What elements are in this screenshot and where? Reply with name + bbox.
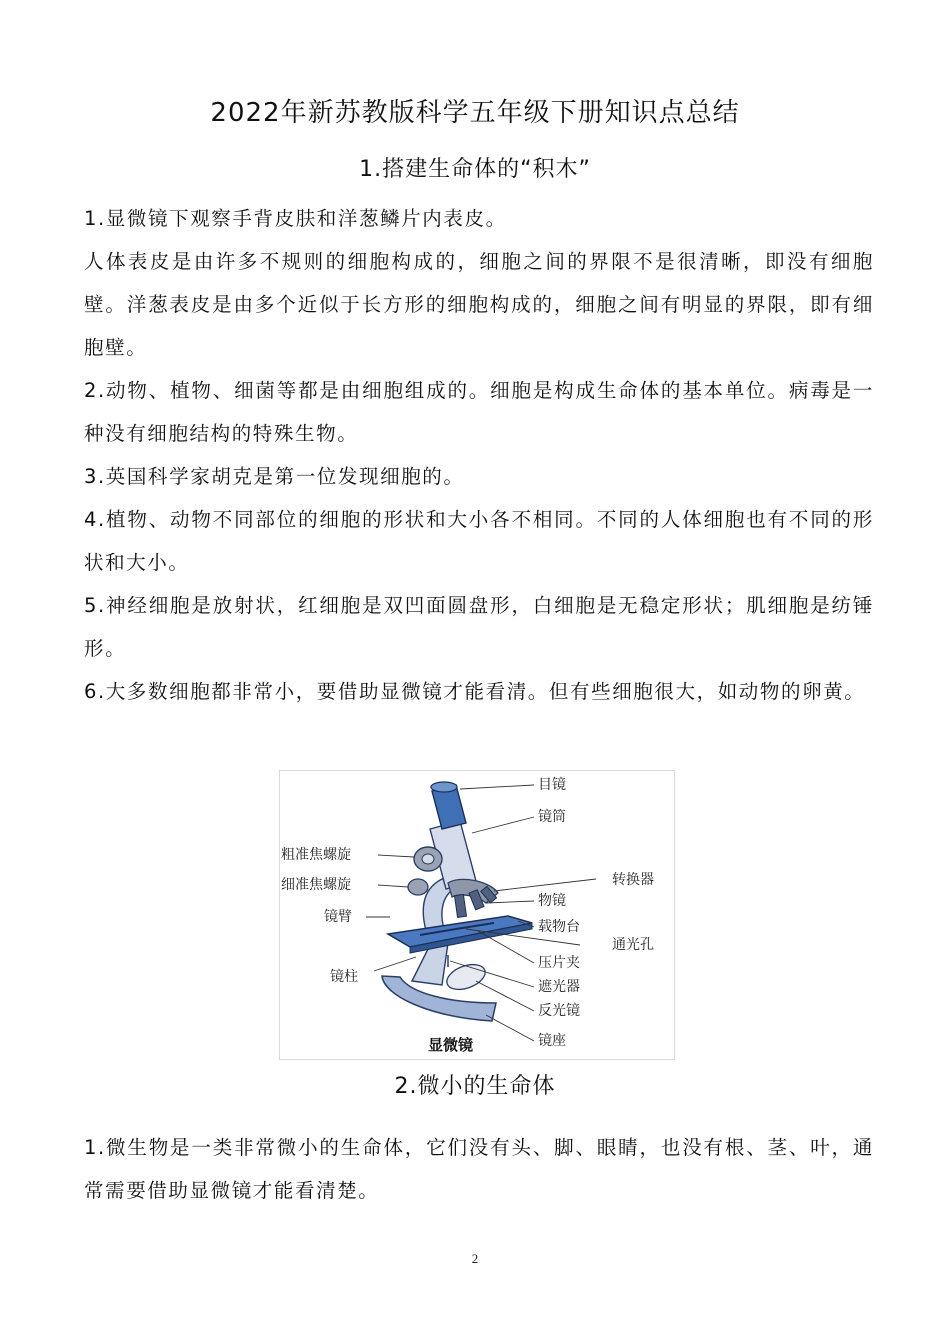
label-pillar: 镜柱: [330, 969, 358, 985]
document-title: 2022年新苏教版科学五年级下册知识点总结: [210, 98, 740, 128]
section-1-item-4: 4.植物、动物不同部位的细胞的形状和大小各不相同。不同的人体细胞也有不同的形状和大小。: [84, 508, 874, 574]
microscope-mirror-shape: [443, 960, 488, 994]
section-1-item-2: 2.动物、植物、细菌等都是由细胞组成的。细胞是构成生命体的基本单位。病毒是一种没有细胞结构的特殊生物。: [84, 379, 874, 445]
page-number: 2: [471, 1251, 479, 1266]
section-1-item-1: 1.显微镜下观察手背皮肤和洋葱鳞片内表皮。: [84, 207, 507, 230]
label-arm: 镜臂: [324, 909, 352, 925]
section-2-heading: 2.微小的生命体: [394, 1074, 556, 1099]
microscope-figure: [279, 770, 675, 1060]
microscope-coarse-knob-center: [422, 854, 434, 864]
label-tube: 镜筒: [538, 809, 566, 825]
label-clip: 压片夹: [538, 955, 580, 971]
label-aperture: 通光孔: [612, 937, 654, 953]
label-fine-focus: 细准焦螺旋: [281, 877, 351, 893]
label-base: 镜座: [538, 1033, 566, 1049]
label-stage: 载物台: [538, 919, 580, 935]
section-1-heading: 1.搭建生命体的“积木”: [359, 157, 591, 182]
label-coarse-focus: 粗准焦螺旋: [281, 847, 351, 863]
label-objective: 物镜: [538, 893, 566, 909]
label-eyepiece: 目镜: [538, 777, 566, 793]
microscope-eyepiece-top: [431, 782, 457, 792]
label-diaphragm: 遮光器: [538, 979, 580, 995]
label-mirror: 反光镜: [538, 1003, 580, 1019]
label-converter: 转换器: [612, 872, 654, 888]
section-2-item-1: 1.微生物是一类非常微小的生命体，它们没有头、脚、眼睛，也没有根、茎、叶，通常需要借助显微镜才能看清楚。: [84, 1136, 874, 1202]
section-1-item-3: 3.英国科学家胡克是第一位发现细胞的。: [84, 465, 465, 488]
microscope-objective-1: [455, 894, 467, 917]
microscope-diagram: [280, 771, 674, 1059]
section-1-item-1-detail: 人体表皮是由许多不规则的细胞构成的，细胞之间的界限不是很清晰，即没有细胞壁。洋葱表皮是由多个近似于长方形的细胞构成的，细胞之间有明显的界限，即有细胞壁。: [84, 250, 874, 359]
figure-caption: 显微镜: [428, 1036, 474, 1054]
microscope-fine-knob-shape: [408, 879, 428, 895]
section-1-item-5: 5.神经细胞是放射状，红细胞是双凹面圆盘形，白细胞是无稳定形状；肌细胞是纺锤形。: [84, 594, 874, 660]
section-1-item-6: 6.大多数细胞都非常小，要借助显微镜才能看清。但有些细胞很大，如动物的卵黄。: [84, 680, 866, 703]
